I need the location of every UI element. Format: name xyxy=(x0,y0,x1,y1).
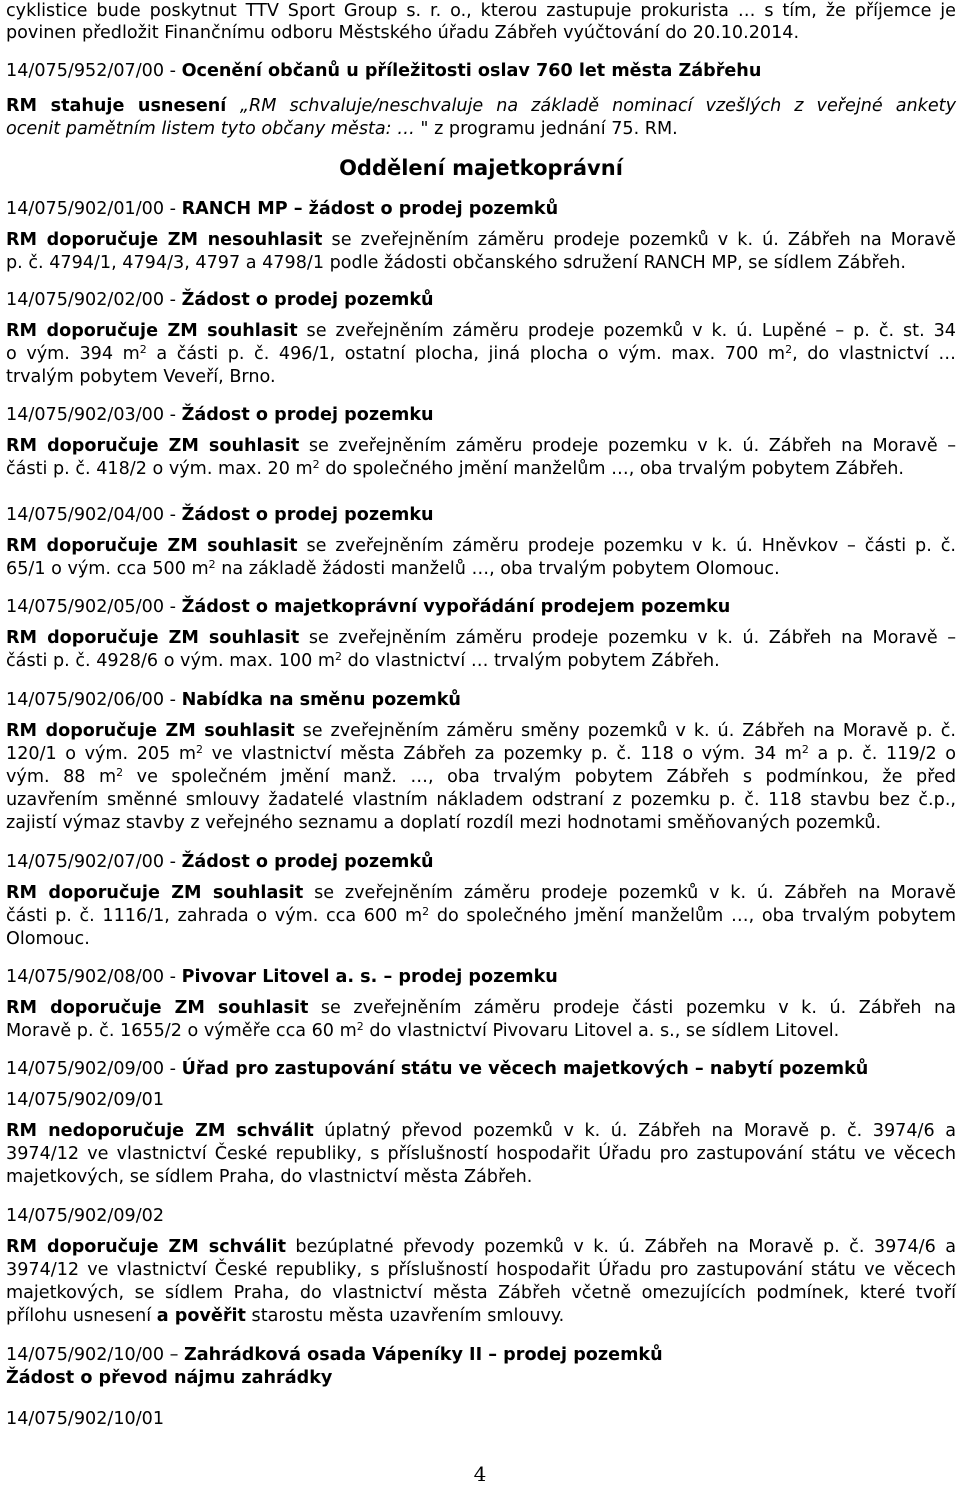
item-title: Žádost o prodej pozemku xyxy=(181,505,434,525)
paragraph-text: se zveřejněním záměru směny pozemků v k. ú. Zábřeh na Moravě p. č. xyxy=(294,721,956,741)
superscript: 2 xyxy=(785,343,793,356)
item-title: Žádost o prodej pozemku xyxy=(181,405,434,425)
paragraph-text: se zveřejněním záměru prodeje pozemku v k. ú. Hněvkov – části p. č. xyxy=(297,536,957,556)
paragraph-line xyxy=(6,1120,956,1142)
paragraph-text: do společného jmění manželům …, oba trvalým pobytem xyxy=(429,906,956,926)
paragraph-line xyxy=(6,720,956,742)
sub-item-number: 14/075/902/09/02 xyxy=(6,1206,165,1226)
paragraph-line xyxy=(6,343,956,365)
paragraph-line xyxy=(6,118,678,140)
sub-item-number: 14/075/902/09/01 xyxy=(6,1090,165,1110)
paragraph-line xyxy=(6,650,720,672)
item-title: Pivovar Litovel a. s. – prodej pozemku xyxy=(181,967,558,987)
paragraph-text: úplatný převod pozemků v k. ú. Zábřeh na Moravě p. č. 3974/6 a xyxy=(313,1121,957,1141)
paragraph-line xyxy=(6,95,956,117)
paragraph-line: majetkových, se sídlem Praha, do vlastnictví města Zábřeh včetně omezujících podmínek, které tvoří xyxy=(6,1283,956,1303)
paragraph-line: povinen předložit Finančnímu odboru Městského úřadu Zábřeh vyúčtování do 20.10.2014. xyxy=(6,23,800,43)
item-number: 14/075/902/09/00 - xyxy=(6,1059,182,1079)
paragraph-line xyxy=(6,435,956,457)
paragraph-text: a p. č. 119/2 o xyxy=(808,744,956,764)
item-number: 14/075/902/03/00 - xyxy=(6,405,182,425)
paragraph-line xyxy=(6,229,956,251)
resolution-verb: RM doporučuje ZM souhlasit xyxy=(6,436,300,456)
item-number: 14/075/902/08/00 - xyxy=(6,967,182,987)
section-title: Oddělení majetkoprávní xyxy=(339,156,623,180)
resolution-verb: RM nedoporučuje ZM schválit xyxy=(6,1121,314,1141)
quoted-text: „RM schvaluje/neschvaluje na základě nominací vzešlých z veřejné ankety xyxy=(239,96,956,116)
paragraph-text: na základě žádosti manželů …, oba trvalým pobytem Olomouc. xyxy=(215,559,780,579)
paragraph-text: 120/1 o vým. 205 m xyxy=(6,744,197,764)
paragraph-line: p. č. 4794/1, 4794/3, 4797 a 4798/1 podle žádosti občanského sdružení RANCH MP, se sídlem Zábřeh. xyxy=(6,253,906,273)
item-number: 14/075/902/02/00 - xyxy=(6,290,182,310)
item-heading xyxy=(6,60,761,82)
superscript: 2 xyxy=(196,743,204,756)
item-number: 14/075/902/01/00 - xyxy=(6,199,182,219)
item-heading xyxy=(6,596,730,618)
paragraph-line xyxy=(6,905,956,927)
item-heading xyxy=(6,404,434,426)
paragraph-text: Moravě p. č. 1655/2 o výměře cca 60 m xyxy=(6,1021,357,1041)
superscript: 2 xyxy=(208,558,216,571)
item-number: 14/075/902/07/00 - xyxy=(6,852,182,872)
item-heading xyxy=(6,198,558,220)
paragraph-text: přílohu usnesení xyxy=(6,1306,157,1326)
resolution-verb: RM doporučuje ZM souhlasit xyxy=(6,883,304,903)
paragraph-text: , do vlastnictví … xyxy=(792,344,956,364)
paragraph-line xyxy=(6,882,956,904)
paragraph-line xyxy=(6,766,956,788)
paragraph-text: se zveřejněním záměru prodeje pozemku v k. ú. Zábřeh na Moravě – xyxy=(299,628,956,648)
item-heading xyxy=(6,689,461,711)
item-number: 14/075/902/10/00 – xyxy=(6,1345,185,1365)
paragraph-text: do společného jmění manželům …, oba trvalým pobytem Zábřeh. xyxy=(319,459,904,479)
paragraph-text: se zveřejněním záměru prodeje pozemků v k. ú. Lupěné – p. č. st. 34 xyxy=(297,321,956,341)
resolution-verb: RM doporučuje ZM nesouhlasit xyxy=(6,230,323,250)
paragraph-line xyxy=(6,458,904,480)
paragraph-line: Olomouc. xyxy=(6,929,90,949)
paragraph-line: zajistí výmaz stavby z veřejného seznamu a doplatí rozdíl mezi hodnotami směňovaných pozemků. xyxy=(6,813,882,833)
paragraph-text: části p. č. 1116/1, zahrada o vým. cca 600 m xyxy=(6,906,423,926)
paragraph-line: trvalým pobytem Veveří, Brno. xyxy=(6,367,276,387)
paragraph-text: 65/1 o vým. cca 500 m xyxy=(6,559,209,579)
paragraph-line: 3974/12 ve vlastnictví České republiky, s příslušností hospodařit Úřadu pro zastupování státu ve věcech xyxy=(6,1260,956,1280)
resolution-verb: RM doporučuje ZM schválit xyxy=(6,1237,286,1257)
paragraph-line: 3974/12 ve vlastnictví České republiky, s příslušností hospodařit Úřadu pro zastupování státu ve věcech xyxy=(6,1144,956,1164)
paragraph-text: se zveřejněním záměru prodeje části pozemku v k. ú. Zábřeh na xyxy=(308,998,956,1018)
paragraph-line xyxy=(6,997,956,1019)
item-title: Zahrádková osada Vápeníky II – prodej pozemků xyxy=(184,1345,663,1365)
item-number: 14/075/902/04/00 - xyxy=(6,505,182,525)
resolution-verb: RM doporučuje ZM souhlasit xyxy=(6,721,295,741)
paragraph-line xyxy=(6,627,956,649)
paragraph-text: starostu města uzavřením smlouvy. xyxy=(245,1306,565,1326)
paragraph-text: a části p. č. 496/1, ostatní plocha, jiná plocha o vým. max. 700 m xyxy=(146,344,786,364)
item-heading xyxy=(6,966,558,988)
sub-item-number: 14/075/902/10/01 xyxy=(6,1409,165,1429)
resolution-verb: RM doporučuje ZM souhlasit xyxy=(6,536,298,556)
page-number: 4 xyxy=(473,1462,487,1486)
item-number: 14/075/902/05/00 - xyxy=(6,597,182,617)
item-title: RANCH MP – žádost o prodej pozemků xyxy=(181,199,559,219)
item-title: Žádost o prodej pozemků xyxy=(181,852,434,872)
paragraph-line xyxy=(6,743,956,765)
superscript: 2 xyxy=(139,343,147,356)
paragraph-text: části p. č. 418/2 o vým. max. 20 m xyxy=(6,459,313,479)
superscript: 2 xyxy=(422,905,430,918)
item-title: Ocenění občanů u příležitosti oslav 760 let města Zábřehu xyxy=(181,61,762,81)
paragraph-line xyxy=(6,320,956,342)
item-heading xyxy=(6,851,434,873)
superscript: 2 xyxy=(356,1020,364,1033)
paragraph-text: o vým. 394 m xyxy=(6,344,140,364)
paragraph-line xyxy=(6,535,956,557)
item-number: 14/075/902/06/00 - xyxy=(6,690,182,710)
paragraph-line xyxy=(6,1236,956,1258)
paragraph-line: cyklistice bude poskytnut TTV Sport Group s. r. o., kterou zastupuje prokurista … s tím, že příjemce je xyxy=(6,1,956,21)
item-heading xyxy=(6,1058,868,1080)
item-title: Žádost o prodej pozemků xyxy=(181,290,434,310)
superscript: 2 xyxy=(801,743,809,756)
resolution-verb: RM doporučuje ZM souhlasit xyxy=(6,321,298,341)
superscript: 2 xyxy=(116,766,124,779)
superscript: 2 xyxy=(312,458,320,471)
paragraph-text: části p. č. 4928/6 o vým. max. 100 m xyxy=(6,651,336,671)
resolution-verb: RM doporučuje ZM souhlasit xyxy=(6,628,300,648)
resolution-verb: RM doporučuje ZM souhlasit xyxy=(6,998,309,1018)
paragraph-line xyxy=(6,1305,564,1327)
item-heading xyxy=(6,1344,663,1366)
quoted-text: ocenit pamětním listem tyto občany města: … " xyxy=(6,119,429,139)
paragraph-line xyxy=(6,1020,839,1042)
paragraph-line: majetkových, se sídlem Praha, do vlastnictví města Zábřeh. xyxy=(6,1167,533,1187)
paragraph-text: se zveřejněním záměru prodeje pozemku v k. ú. Zábřeh na Moravě – xyxy=(299,436,956,456)
paragraph-text: ve společném jmění manž. …, oba trvalým pobytem Zábřeh s podmínkou, že před xyxy=(123,767,956,787)
item-title: Žádost o majetkoprávní vypořádání prodejem pozemku xyxy=(181,597,731,617)
paragraph-text: z programu jednání 75. RM. xyxy=(428,119,678,139)
item-subtitle: Žádost o převod nájmu zahrádky xyxy=(6,1368,333,1388)
item-number: 14/075/952/07/00 - xyxy=(6,61,182,81)
item-heading xyxy=(6,289,434,311)
paragraph-text: do vlastnictví Pivovaru Litovel a. s., se sídlem Litovel. xyxy=(363,1021,840,1041)
resolution-verb: RM stahuje usnesení xyxy=(6,96,240,116)
paragraph-text: do vlastnictví … trvalým pobytem Zábřeh. xyxy=(342,651,720,671)
paragraph-line: uzavřením směnné smlouvy žadatelé vlastním nákladem odstraní z pozemku p. č. 118 stavbu bez č.p., xyxy=(6,790,956,810)
paragraph-text: bezúplatné převody pozemků v k. ú. Zábřeh na Moravě p. č. 3974/6 a xyxy=(285,1237,956,1257)
paragraph-text: vým. 88 m xyxy=(6,767,117,787)
item-heading xyxy=(6,504,434,526)
paragraph-text: se zveřejněním záměru prodeje pozemků v k. ú. Zábřeh na Moravě xyxy=(322,230,957,250)
resolution-verb: a pověřit xyxy=(156,1306,246,1326)
paragraph-text: ve vlastnictví města Zábřeh za pozemky p. č. 118 o vým. 34 m xyxy=(203,744,802,764)
item-title: Úřad pro zastupování státu ve věcech majetkových – nabytí pozemků xyxy=(181,1059,869,1079)
superscript: 2 xyxy=(335,650,343,663)
paragraph-line xyxy=(6,558,780,580)
paragraph-text: se zveřejněním záměru prodeje pozemků v k. ú. Zábřeh na Moravě xyxy=(303,883,956,903)
item-title: Nabídka na směnu pozemků xyxy=(181,690,461,710)
